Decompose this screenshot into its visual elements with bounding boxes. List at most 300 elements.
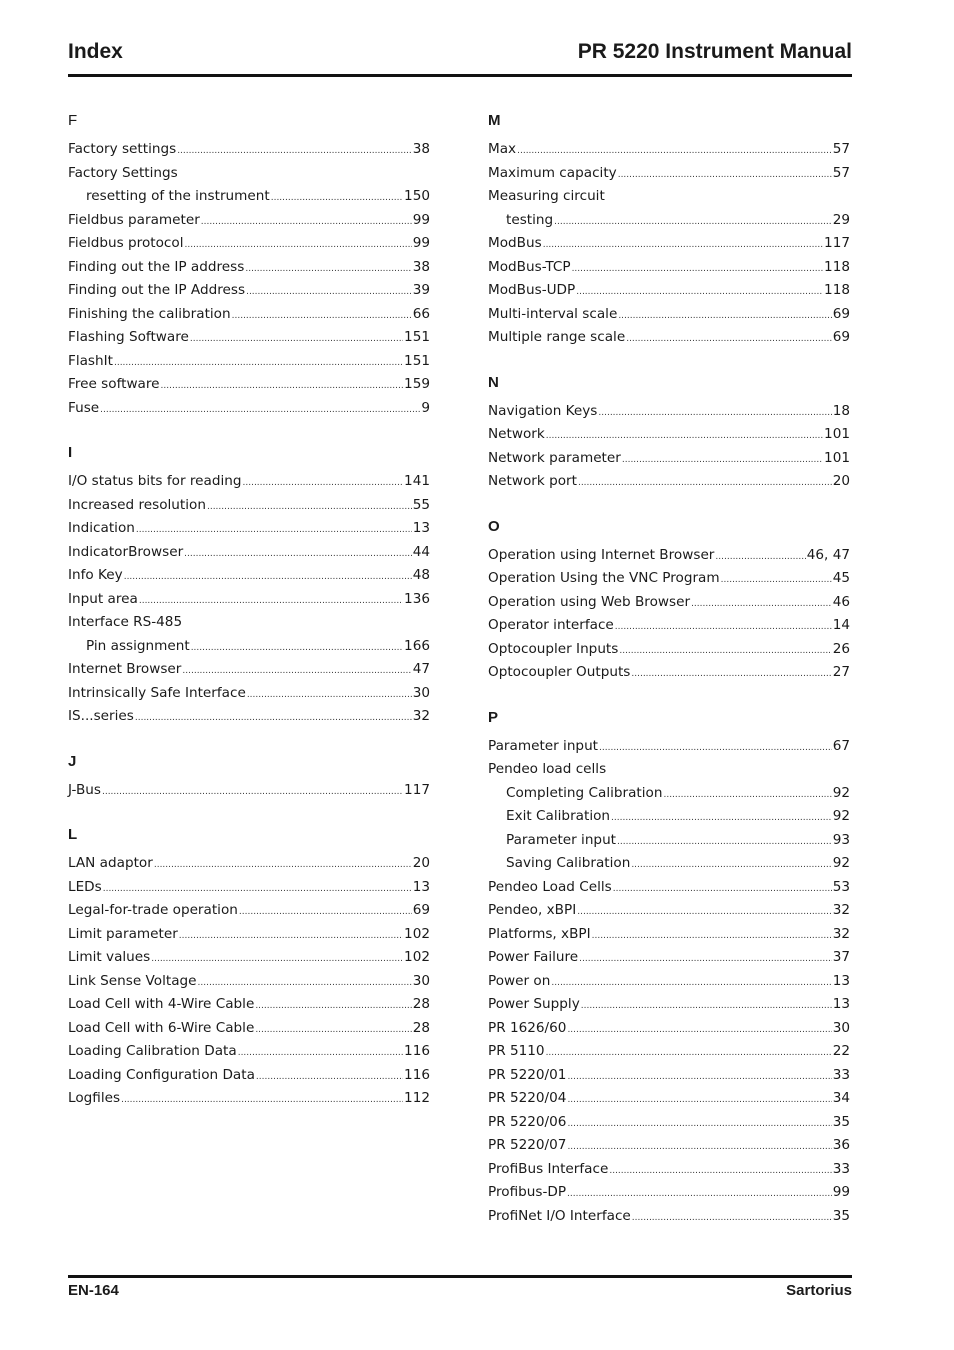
dot-leader <box>721 569 832 593</box>
entry-page: 32 <box>832 925 850 942</box>
dot-leader <box>247 684 412 708</box>
index-entry <box>68 138 430 162</box>
dot-leader <box>182 660 411 684</box>
index-entry <box>488 735 850 759</box>
entry-term: ProfiBus Interface <box>488 1160 609 1177</box>
entry-term: Loading Calibration Data <box>68 1043 237 1059</box>
entry-term: PR 5220/06 <box>488 1113 567 1130</box>
dot-leader <box>567 1136 831 1160</box>
entry-page: 45 <box>832 570 850 586</box>
dot-leader <box>598 402 831 426</box>
entry-page: 18 <box>832 402 850 419</box>
entry-page: 69 <box>832 329 850 345</box>
dot-leader <box>581 995 832 1019</box>
index-entry <box>488 661 850 685</box>
entry-page: 118 <box>824 258 850 275</box>
index-entry <box>488 899 850 923</box>
entry-term: Operation using Web Browser <box>488 593 691 610</box>
entry-page: 102 <box>404 925 430 942</box>
entry-term: Indication <box>68 520 135 536</box>
entry-page: 92 <box>832 855 850 871</box>
entry-page: 69 <box>412 902 430 918</box>
entry-term: Flashing Software <box>68 329 189 345</box>
entry-page: 150 <box>404 188 430 204</box>
entry-page: 36 <box>832 1137 850 1153</box>
entry-page: 44 <box>412 543 430 560</box>
entry-page: 166 <box>404 637 430 654</box>
index-entry <box>488 758 850 782</box>
entry-page: 30 <box>832 1019 850 1036</box>
index-entry <box>488 423 850 447</box>
entry-term: Input area <box>68 590 138 607</box>
index-section <box>68 822 430 1111</box>
entry-term: Load Cell with 4-Wire Cable <box>68 996 255 1012</box>
index-entry <box>68 946 430 970</box>
index-entry <box>68 350 430 374</box>
entry-term: ModBus-UDP <box>488 282 576 298</box>
dot-leader <box>609 1160 831 1184</box>
entry-term: IS...series <box>68 708 134 724</box>
index-entry <box>68 470 430 494</box>
entry-term: Parameter input <box>488 737 599 754</box>
entry-page: 29 <box>832 211 850 228</box>
entry-term: Navigation Keys <box>488 402 598 419</box>
entry-page: 35 <box>832 1113 850 1130</box>
entry-term: Legal-for-trade operation <box>68 902 238 918</box>
index-entry <box>68 993 430 1017</box>
dot-leader <box>255 995 411 1019</box>
entry-page: 112 <box>404 1090 430 1106</box>
dot-leader <box>201 211 412 235</box>
entry-term: Pendeo load cells <box>488 761 607 777</box>
dot-leader <box>121 1089 403 1113</box>
dot-leader <box>577 901 831 925</box>
entry-page: 37 <box>832 949 850 965</box>
entry-term: I/O status bits for reading <box>68 473 242 489</box>
dot-leader <box>551 972 831 996</box>
index-column-left <box>68 108 430 1131</box>
entry-page: 102 <box>404 949 430 965</box>
dot-leader <box>663 784 831 808</box>
entry-page: 101 <box>824 449 850 466</box>
entry-term: PR 5220/07 <box>488 1137 567 1153</box>
entry-page: 136 <box>404 590 430 607</box>
index-entry <box>68 303 430 327</box>
entry-term: IndicatorBrowser <box>68 543 184 560</box>
dot-leader <box>618 305 831 329</box>
dot-leader <box>151 948 403 972</box>
dot-leader <box>103 878 412 902</box>
dot-leader <box>239 901 412 925</box>
entry-page: 53 <box>832 878 850 895</box>
dot-leader <box>572 258 823 282</box>
index-entry <box>68 397 430 421</box>
index-entry <box>488 614 850 638</box>
index-entry <box>488 1017 850 1041</box>
dot-leader <box>207 496 412 520</box>
entry-page: 22 <box>832 1043 850 1059</box>
index-entry <box>68 852 430 876</box>
entry-page: 34 <box>832 1090 850 1106</box>
dot-leader <box>161 375 404 399</box>
dot-leader <box>631 663 831 687</box>
entry-page: 117 <box>824 235 850 251</box>
dot-leader <box>567 1183 832 1207</box>
dot-leader <box>631 854 831 878</box>
entry-term: Info Key <box>68 567 123 583</box>
index-entry <box>68 1087 430 1111</box>
index-entry <box>68 494 430 518</box>
entry-term: LEDs <box>68 878 102 895</box>
entry-term: Maximum capacity <box>488 164 617 181</box>
entry-page: 69 <box>832 305 850 322</box>
entry-term: Logfiles <box>68 1090 121 1106</box>
dot-leader <box>190 328 403 352</box>
index-entry <box>488 993 850 1017</box>
entry-term: Operation using Internet Browser <box>488 546 715 563</box>
dot-leader <box>632 1207 832 1231</box>
entry-page: 118 <box>824 282 850 298</box>
entry-term: Load Cell with 6-Wire Cable <box>68 1019 255 1036</box>
entry-term: Platforms, xBPI <box>488 925 591 942</box>
entry-page: 55 <box>412 496 430 513</box>
entry-page: 28 <box>412 1019 430 1036</box>
entry-page: 13 <box>832 972 850 989</box>
index-entry <box>488 970 850 994</box>
index-entry <box>68 209 430 233</box>
entry-term: J-Bus <box>68 781 101 798</box>
dot-leader <box>232 305 412 329</box>
entry-page: 32 <box>832 902 850 918</box>
index-entry <box>488 876 850 900</box>
dot-leader <box>245 258 411 282</box>
entry-page: 20 <box>412 855 430 871</box>
index-section <box>68 108 430 420</box>
index-entry <box>488 209 850 233</box>
entry-page: 28 <box>412 996 430 1012</box>
brand-name: Sartorius <box>786 1282 852 1299</box>
dot-leader <box>179 925 403 949</box>
entry-term: testing <box>506 211 554 228</box>
entry-term: Network parameter <box>488 449 621 466</box>
dot-leader <box>599 737 832 761</box>
entry-page: 27 <box>832 664 850 680</box>
dot-leader <box>238 1042 403 1066</box>
entry-page: 20 <box>832 473 850 489</box>
section-letter: F <box>68 112 78 129</box>
entry-term: Increased resolution <box>68 496 206 513</box>
entry-term: Pendeo, xBPI <box>488 902 577 918</box>
index-entry <box>68 373 430 397</box>
section-letter: N <box>488 373 499 391</box>
entry-term: Profibus-DP <box>488 1184 567 1200</box>
entry-page: 13 <box>412 520 430 536</box>
index-entry <box>488 279 850 303</box>
entry-term: Multi-interval scale <box>488 305 618 322</box>
dot-leader <box>136 519 412 543</box>
index-section <box>68 749 430 803</box>
index-entry <box>68 232 430 256</box>
entry-page: 35 <box>832 1207 850 1224</box>
dot-leader <box>613 878 832 902</box>
entry-term: Limit values <box>68 949 151 965</box>
page-header <box>68 40 852 77</box>
entry-page: 13 <box>412 878 430 895</box>
dot-leader <box>191 637 403 661</box>
entry-term: PR 5220/04 <box>488 1090 567 1106</box>
section-letter: M <box>488 112 501 129</box>
dot-leader <box>184 543 412 567</box>
entry-term: Operation Using the VNC Program <box>488 570 720 586</box>
dot-leader <box>154 854 412 878</box>
entry-term: Exit Calibration <box>506 808 611 824</box>
index-section <box>488 705 850 1229</box>
entry-page: 32 <box>412 708 430 724</box>
entry-term: Finishing the calibration <box>68 305 231 322</box>
index-entry <box>68 682 430 706</box>
index-entry <box>68 705 430 729</box>
dot-leader <box>622 449 823 473</box>
index-entry <box>488 829 850 853</box>
entry-page: 26 <box>832 640 850 657</box>
dot-leader <box>184 234 411 258</box>
dot-leader <box>579 948 832 972</box>
dot-leader <box>243 472 404 496</box>
entry-page: 38 <box>412 141 430 157</box>
index-entry <box>488 1181 850 1205</box>
entry-term: Limit parameter <box>68 925 178 942</box>
dot-leader <box>554 211 832 235</box>
index-section <box>488 370 850 494</box>
dot-leader <box>576 281 823 305</box>
entry-page: 57 <box>832 141 850 157</box>
dot-leader <box>567 1066 831 1090</box>
dot-leader <box>691 593 832 617</box>
page-footer <box>68 1275 852 1299</box>
entry-term: Operator interface <box>488 617 614 633</box>
entry-page: 159 <box>404 376 430 392</box>
entry-term: Finding out the IP Address <box>68 282 246 298</box>
entry-term: resetting of the instrument <box>86 188 270 204</box>
index-entry <box>68 326 430 350</box>
index-entry <box>68 970 430 994</box>
index-entry <box>488 162 850 186</box>
index-entry <box>488 470 850 494</box>
index-entry <box>68 1040 430 1064</box>
index-entry <box>488 1087 850 1111</box>
index-entry <box>68 517 430 541</box>
entry-term: Power Supply <box>488 996 580 1012</box>
entry-term: Factory settings <box>68 141 177 157</box>
entry-page: 30 <box>412 972 430 989</box>
dot-leader <box>546 425 823 449</box>
entry-term: Max <box>488 141 517 157</box>
index-entry <box>68 256 430 280</box>
index-column-right <box>488 108 850 1248</box>
index-entry <box>488 638 850 662</box>
section-letter: L <box>68 826 78 843</box>
index-entry <box>488 567 850 591</box>
dot-leader <box>271 187 403 211</box>
entry-page: 48 <box>412 567 430 583</box>
dot-leader <box>139 590 403 614</box>
entry-page: 39 <box>412 282 430 298</box>
section-letter: O <box>488 517 500 535</box>
dot-leader <box>618 164 832 188</box>
index-entry <box>68 899 430 923</box>
index-entry <box>488 303 850 327</box>
dot-leader <box>124 566 412 590</box>
index-entry <box>488 1158 850 1182</box>
dot-leader <box>517 140 832 164</box>
dot-leader <box>546 1042 832 1066</box>
entry-term: Pin assignment <box>86 637 190 654</box>
dot-leader <box>567 1113 831 1137</box>
dot-leader <box>255 1019 411 1043</box>
entry-term: PR 5110 <box>488 1043 545 1059</box>
page-number: EN-164 <box>68 1282 119 1299</box>
entry-term: Power on <box>488 972 551 989</box>
index-entry <box>68 588 430 612</box>
dot-leader <box>611 807 832 831</box>
dot-leader <box>135 707 412 731</box>
entry-term: Loading Configuration Data <box>68 1066 255 1083</box>
entry-page: 33 <box>832 1160 850 1177</box>
entry-term: Link Sense Voltage <box>68 972 197 989</box>
index-entry <box>68 1064 430 1088</box>
entry-page: 33 <box>832 1066 850 1083</box>
entry-term: Internet Browser <box>68 661 182 677</box>
dot-leader <box>246 281 412 305</box>
dot-leader <box>567 1019 831 1043</box>
index-entry <box>488 1111 850 1135</box>
entry-term: PR 5220/01 <box>488 1066 567 1083</box>
dot-leader <box>615 616 832 640</box>
entry-term: Measuring circuit <box>488 188 605 204</box>
entry-term: Network port <box>488 473 577 489</box>
entry-term: Multiple range scale <box>488 329 626 345</box>
entry-page: 93 <box>832 831 850 848</box>
entry-term: Intrinsically Safe Interface <box>68 684 246 701</box>
entry-page: 141 <box>404 473 430 489</box>
index-entry <box>488 256 850 280</box>
entry-term: Parameter input <box>506 831 617 848</box>
index-entry <box>68 279 430 303</box>
index-entry <box>68 611 430 635</box>
entry-term: Fuse <box>68 399 100 416</box>
dot-leader <box>626 328 831 352</box>
dot-leader <box>617 831 832 855</box>
dot-leader <box>114 352 403 376</box>
entry-page: 66 <box>412 305 430 322</box>
index-entry <box>488 946 850 970</box>
entry-term: LAN adaptor <box>68 855 153 871</box>
index-entry <box>488 1040 850 1064</box>
entry-page: 13 <box>832 996 850 1012</box>
entry-term: Optocoupler Inputs <box>488 640 619 657</box>
index-entry <box>488 852 850 876</box>
section-letter: I <box>68 444 73 461</box>
entry-term: Saving Calibration <box>506 855 631 871</box>
index-entry <box>488 923 850 947</box>
section-letter: P <box>488 708 499 726</box>
entry-page: 14 <box>832 617 850 633</box>
entry-page: 30 <box>412 684 430 701</box>
entry-term: Interface RS-485 <box>68 614 183 630</box>
entry-page: 47 <box>412 661 430 677</box>
index-section <box>68 440 430 729</box>
index-entry <box>488 1064 850 1088</box>
index-entry <box>488 447 850 471</box>
entry-page: 38 <box>412 258 430 275</box>
index-entry <box>68 658 430 682</box>
dot-leader <box>100 399 420 423</box>
index-entry <box>488 1205 850 1229</box>
index-entry <box>68 1017 430 1041</box>
index-entry <box>488 591 850 615</box>
index-entry <box>488 138 850 162</box>
entry-page: 116 <box>404 1066 430 1083</box>
entry-term: Completing Calibration <box>506 784 663 801</box>
index-entry <box>488 326 850 350</box>
index-entry <box>68 779 430 803</box>
entry-term: Finding out the IP address <box>68 258 245 275</box>
entry-term: ModBus-TCP <box>488 258 571 275</box>
index-entry <box>68 635 430 659</box>
entry-page: 57 <box>832 164 850 181</box>
dot-leader <box>102 781 403 805</box>
dot-leader <box>592 925 832 949</box>
dot-leader <box>543 234 823 258</box>
index-entry <box>488 805 850 829</box>
entry-page: 116 <box>404 1043 430 1059</box>
entry-term: ProfiNet I/O Interface <box>488 1207 631 1224</box>
index-entry <box>68 162 430 186</box>
entry-page: 151 <box>404 352 430 369</box>
entry-term: Pendeo Load Cells <box>488 878 612 895</box>
index-entry <box>488 1134 850 1158</box>
index-entry <box>488 544 850 568</box>
entry-page: 99 <box>412 211 430 228</box>
dot-leader <box>578 472 832 496</box>
dot-leader <box>715 546 805 570</box>
dot-leader <box>619 640 831 664</box>
index-entry <box>488 232 850 256</box>
entry-page: 92 <box>832 808 850 824</box>
entry-term: Factory Settings <box>68 164 178 181</box>
entry-term: PR 1626/60 <box>488 1019 567 1036</box>
entry-term: FlashIt <box>68 352 113 369</box>
entry-term: ModBus <box>488 235 542 251</box>
index-entry <box>68 923 430 947</box>
entry-page: 101 <box>824 426 850 442</box>
index-entry <box>68 876 430 900</box>
entry-page: 67 <box>832 737 850 754</box>
dot-leader <box>256 1066 403 1090</box>
index-section <box>488 108 850 350</box>
dot-leader <box>198 972 412 996</box>
entry-term: Fieldbus protocol <box>68 235 184 251</box>
index-entry <box>488 400 850 424</box>
entry-page: 99 <box>832 1184 850 1200</box>
manual-title: PR 5220 Instrument Manual <box>577 40 852 63</box>
index-entry <box>68 541 430 565</box>
entry-term: Network <box>488 426 545 442</box>
entry-term: Power Failure <box>488 949 579 965</box>
entry-term: Optocoupler Outputs <box>488 664 631 680</box>
dot-leader <box>567 1089 831 1113</box>
index-entry <box>488 185 850 209</box>
